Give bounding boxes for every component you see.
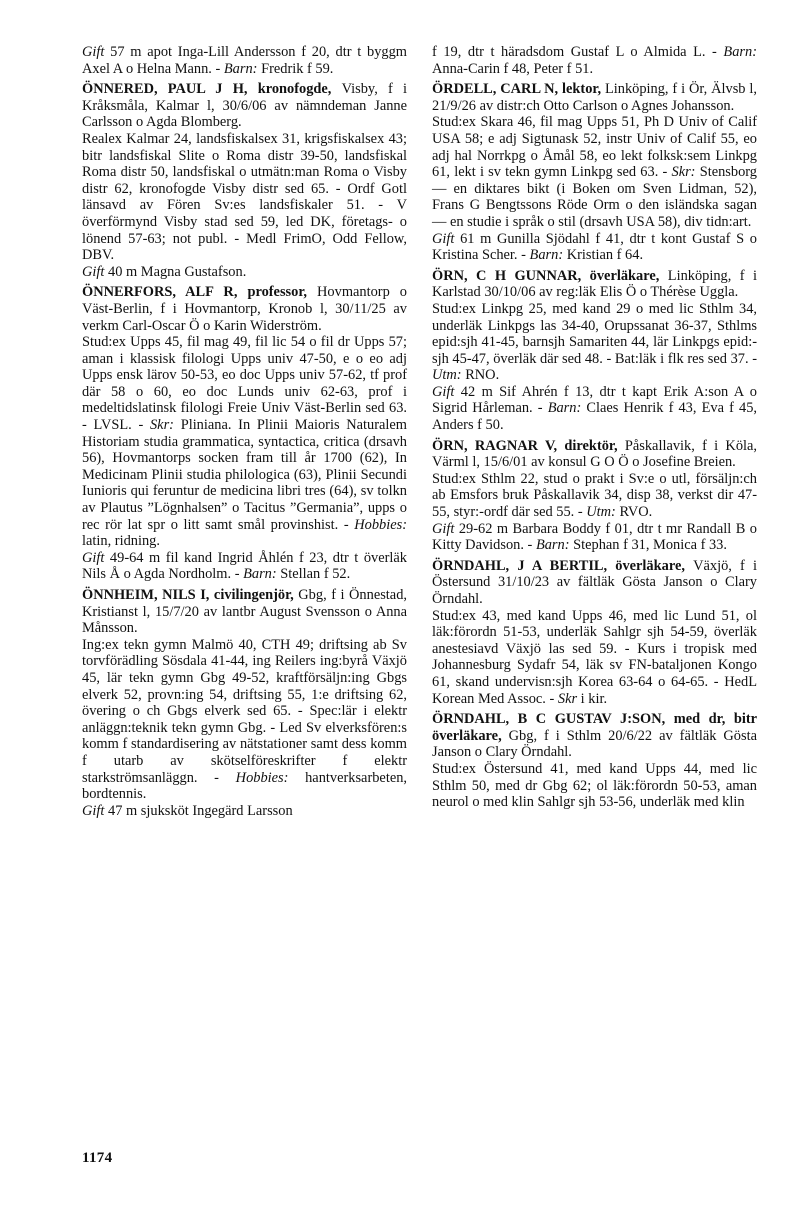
entry-paragraph: [432, 521, 757, 554]
biography-entry: [82, 284, 407, 583]
entry-text: 29-62 m Barbara Boddy f 01, dtr t mr Randall B o Kitty Davidson. -: [432, 520, 757, 554]
entry-heading: ÖRDELL, CARL N, lektor,: [432, 81, 605, 98]
entry-text: Gbg, f i Önnestad, Kristianst l, 15/7/20 av lantbr August Svensson o Anna Månsson.: [82, 587, 407, 637]
entry-text: f 19, dtr t häradsdom Gustaf L o Almida L. -: [432, 44, 724, 60]
field-label: Barn:: [529, 247, 567, 264]
field-label: Gift: [82, 549, 110, 566]
entry-paragraph: [82, 264, 407, 281]
entry-text: Stud:ex Sthlm 22, stud o prakt i Sv:e o utl, försäljn:ch ab Emsfors bruk Påskallavik 34, disp 38, verkst dir 47-55, styr:-ordf där sed 55. -: [432, 470, 757, 521]
entry-paragraph: [432, 558, 757, 608]
entry-text: Anna-Carin f 48, Peter f 51.: [432, 60, 594, 77]
entry-paragraph: [82, 131, 407, 264]
entry-text: Stud:ex Linkpg 25, med kand 29 o med lic Sthlm 34, underläk Linkpgs las 34-40, Orupssanat 36-37, Sthlms epid:sjh 41-45, barnsjh Samariten 44, lär Linkpgs epid:-sjh 45-47, överläk där sed 48. - Bat:läk i flk res sed 37. -: [432, 300, 757, 367]
entry-paragraph: [82, 334, 407, 550]
field-label: Gift: [432, 383, 461, 400]
entry-text: Ing:ex tekn gymn Malmö 40, CTH 49; driftsing ab Sv torvförädling Sösdala 41-44, ing Reilers ing:byrå Växjö 45, lär tekn gymn Gbg 49-52, kraftförsäljn:ing Gbgs elverk 52, provn:ing 54, driftsing 55, 1:e driftsing 62, övering o ch Gbgs elverk sed 65. - Spec:lär i elektr anläggn:teknik tekn gymn Gbg. - Led Sv elverksfören:s komm f standardisering av nätstationer samt dess komm f utarb av skötselföreskrifter f elektr starkströmsanläggn. -: [82, 636, 407, 786]
entry-paragraph: [432, 471, 757, 521]
field-label: Gift: [82, 44, 111, 60]
field-label: Barn:: [243, 566, 281, 583]
entry-heading: ÖNNERED, PAUL J H, kronofogde,: [82, 81, 342, 98]
entry-continuation: [82, 44, 407, 77]
entry-paragraph: [432, 231, 757, 264]
biography-entry: [432, 438, 757, 554]
entry-text: Hovmantorp o Väst-Berlin, f i Hovmantorp, Kronob l, 30/11/25 av verkm Carl-Oscar Ö o Karin Widerström.: [82, 284, 407, 334]
entry-text: RVO.: [619, 504, 653, 521]
entry-text: i kir.: [580, 690, 608, 707]
field-label: Barn:: [535, 537, 574, 554]
entry-text: 42 m Sif Ahrén f 13, dtr t kapt Erik A:son A o Sigrid Hårleman. -: [432, 383, 757, 417]
left-column: [82, 44, 407, 823]
entry-text: 49-64 m fil kand Ingrid Åhlén f 23, dtr t överläk Nils Å o Agda Nordholm. -: [82, 549, 407, 583]
entry-text: Stud:ex Skara 46, fil mag Upps 51, Ph D Univ of Calif USA 58; e adj Sigtunask 52, instr Univ of Calif 55, eo adj hal Norrkpg o Åmål 58, eo lekt folksk:sem Linkpg 61, lekt i sv tekn gymn Linkpg sed 63. -: [432, 114, 757, 181]
entry-text: Kristian f 64.: [566, 247, 644, 264]
biography-entry: [432, 711, 757, 811]
field-label: Hobbies:: [354, 516, 407, 533]
field-label: Gift: [432, 520, 459, 537]
entry-text: Linköping, f i Ör, Älvsb l, 21/9/26 av distr:ch Otto Carlson o Agnes Johansson.: [432, 81, 757, 114]
field-label: Gift: [432, 230, 461, 247]
field-label: Barn:: [723, 44, 757, 60]
entry-text: 47 m sjuksköt Ingegärd Larsson: [108, 802, 293, 819]
entry-continuation: [432, 44, 757, 77]
biography-entry: [432, 268, 757, 434]
field-label: Utm:: [586, 504, 620, 521]
entry-paragraph: [82, 803, 407, 820]
entry-heading: ÖRNDAHL, J A BERTIL, överläkare,: [432, 557, 694, 574]
field-label: Barn:: [223, 60, 262, 77]
entry-text: Linköping, f i Karlstad 30/10/06 av reg:läk Elis Ö o Thérèse Uggla.: [432, 267, 758, 301]
entry-text: Stensborg — en diktares bikt (i Boken om Sven Lidman, 52), Frans G Bengtssons Röde Orm o den isländska sagan — en studie i språk o stil (drsavh USA 58), div tidn:art.: [432, 164, 757, 230]
entry-paragraph: [432, 384, 757, 434]
entry-paragraph: [82, 284, 407, 334]
biography-entry: [82, 81, 407, 280]
entry-text: Claes Henrik f 43, Eva f 45, Anders f 50.: [432, 400, 758, 434]
entry-text: Stellan f 52.: [280, 566, 351, 583]
page-number: 1174: [82, 1150, 113, 1166]
entry-heading: ÖRN, C H GUNNAR, överläkare,: [432, 267, 668, 284]
field-label: Gift: [82, 802, 108, 819]
entry-text: Pliniana. In Plinii Maioris Naturalem Historiam studia grammatica, syntactica, critica (drsavh 56), Hovmantorps socken fram till år 1700 (62), In Medicinam Plinii studia philologica (63), Plinii Secundi Iunioris qui feruntur de medicina libri tres (64), sv tolkn av Plautus ”Lögnhalsen” o Tacitus ”Germania”, upps o rec rör lat spr o litt samt smål provinshist. -: [82, 417, 407, 533]
biography-entry: [432, 558, 757, 707]
entry-paragraph: [432, 114, 757, 230]
entry-text: Stud:ex Upps 45, fil mag 49, fil lic 54 o fil dr Upps 57; aman i klassisk filologi Upps univ 47-50, e o eo adj Upps ensk lärov 50-53, eo doc Upps univ 57-62, tf prof där 58 o 60, eo doc Lunds univ 62-63, prof i medeltidslatinsk filologi Freie Univ Väst-Berlin sed 63. - LVSL. -: [82, 334, 407, 434]
entry-text: latin, ridning.: [82, 533, 160, 550]
right-column: [432, 44, 757, 815]
entry-text: 57 m apot Inga-Lill Andersson f 20, dtr t byggm Axel A o Helna Mann. -: [82, 44, 407, 77]
entry-text: RNO.: [465, 367, 500, 384]
entry-text: Stud:ex 43, med kand Upps 46, med lic Lund 51, ol läk:förordn 51-53, underläk Sahlgr sjh 54-59, överläk anestesiavd Växjö las sed 59. - Kurs i tropisk med Johannesburg Sydafr 54, läk sv FN-bataljonen Kongo 61, skand undervisn:sjh Korea 63-64 o 64-65. - HedL Korean Med Assoc. -: [432, 607, 757, 707]
field-label: Skr:: [149, 417, 181, 434]
entry-paragraph: [432, 608, 757, 708]
entry-heading: ÖNNHEIM, NILS I, civilingenjör,: [82, 587, 299, 603]
field-label: Skr:: [671, 164, 700, 181]
entry-paragraph: [432, 438, 757, 471]
entry-paragraph: [432, 268, 757, 301]
entry-text: Gbg, f i Sthlm 20/6/22 av fältläk Gösta Janson o Clary Örndahl.: [432, 727, 757, 761]
field-label: Barn:: [547, 400, 587, 417]
entry-text: Visby, f i Kråksmåla, Kalmar l, 30/6/06 av nämndeman Janne Carlsson o Agda Blomberg.: [82, 81, 407, 131]
entry-paragraph: [82, 44, 407, 77]
entry-paragraph: [432, 711, 757, 761]
field-label: Gift: [82, 263, 108, 280]
entry-text: 61 m Gunilla Sjödahl f 41, dtr t kont Gustaf S o Kristina Scher. -: [432, 230, 757, 264]
entry-paragraph: [432, 44, 757, 77]
field-label: Hobbies:: [235, 769, 306, 786]
entry-paragraph: [432, 81, 757, 114]
entry-paragraph: [82, 587, 407, 637]
entry-paragraph: [82, 637, 407, 803]
entry-text: Fredrik f 59.: [261, 60, 334, 77]
entry-text: Stephan f 31, Monica f 33.: [573, 537, 727, 554]
entry-heading: ÖNNERFORS, ALF R, professor,: [82, 284, 318, 301]
entry-text: Påskallavik, f i Köla, Värml l, 15/6/01 av konsul G O Ö o Josefine Breien.: [432, 437, 757, 471]
entry-paragraph: [82, 81, 407, 131]
entry-text: Växjö, f i Östersund 31/10/23 av fältläk Gösta Janson o Clary Örndahl.: [432, 557, 757, 607]
entry-heading: ÖRNDAHL, B C GUSTAV J:SON, med dr, bitr överläkare,: [432, 711, 757, 744]
entry-text: hantverksarbeten, bordtennis.: [82, 769, 407, 803]
biography-entry: [432, 81, 757, 264]
entry-text: 40 m Magna Gustafson.: [108, 263, 247, 280]
entry-paragraph: [432, 301, 757, 384]
field-label: Utm:: [432, 367, 466, 384]
entry-paragraph: [82, 550, 407, 583]
entry-heading: ÖRN, RAGNAR V, direktör,: [432, 437, 625, 454]
entry-text: Realex Kalmar 24, landsfiskalsex 31, krigsfiskalsex 43; bitr landsfiskal Slite o Roma distr 39-50, landsfiskal Roma distr 50, landsfiskal o utmätn:man Roma o Visby distr 62, kronofogde Visby distr sed 65. - Ordf Gotl länsavd av Fören Sv:es landsfiskaler 51. - V överförmynd Visby stad sed 59, led DK, företags- o lönend 57-63; not publ. - Medl FrimO, Odd Fellow, DBV.: [82, 130, 407, 264]
field-label: Skr: [557, 690, 581, 707]
biography-entry: [82, 587, 407, 819]
entry-paragraph: [432, 761, 757, 811]
entry-text: Stud:ex Östersund 41, med kand Upps 44, med lic Sthlm 50, med dr Gbg 62; ol läk:förordn 50-53, aman neurol o med klin Sahlgr sjh 53-56, underläk med klin: [432, 760, 757, 811]
